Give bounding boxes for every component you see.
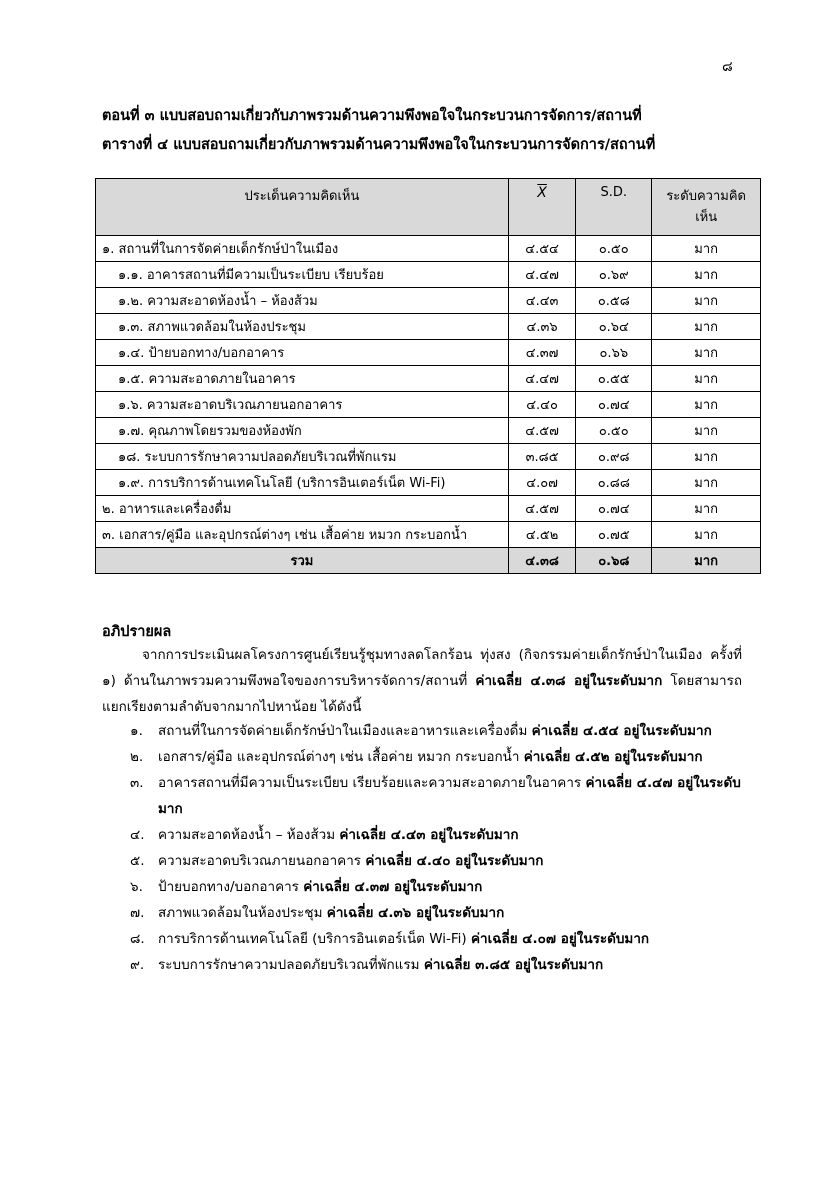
list-bold: ค่าเฉลี่ย ๔.๔๐ อยู่ในระดับมาก: [365, 853, 544, 869]
satisfaction-table: [95, 178, 761, 574]
header-level: ระดับความคิดเห็น: [652, 179, 761, 236]
total-mean: ๔.๓๘: [508, 548, 575, 574]
row-sd: ๐.๕๐: [576, 236, 652, 262]
row-mean: ๔.๕๔: [508, 236, 575, 262]
row-level: มาก: [652, 340, 761, 366]
row-item: ๑๘. ระบบการรักษาความปลอดภัยบริเวณที่พักแรม: [96, 444, 509, 470]
discussion-paragraph: [102, 642, 742, 720]
header-mean: [508, 179, 575, 236]
list-text: ระบบการรักษาความปลอดภัยบริเวณที่พักแรม: [158, 957, 420, 973]
row-level: มาก: [652, 288, 761, 314]
table-row: [96, 496, 761, 522]
table-row: [96, 314, 761, 340]
row-mean: ๔.๔๓: [508, 288, 575, 314]
table-row: [96, 288, 761, 314]
row-sd: ๐.๗๔: [576, 496, 652, 522]
table-row: [96, 470, 761, 496]
list-text: ป้ายบอกทาง/บอกอาคาร: [158, 879, 299, 895]
table-caption: ตารางที่ ๔ แบบสอบถามเกี่ยวกับภาพรวมด้านความพึงพอใจในกระบวนการจัดการ/สถานที่: [102, 137, 656, 153]
row-mean: ๓.๘๕: [508, 444, 575, 470]
row-item: ๓. เอกสาร/คู่มือ และอุปกรณ์ต่างๆ เช่น เสื้อค่าย หมวก กระบอกน้ำ: [96, 522, 509, 548]
table-row: [96, 366, 761, 392]
row-sd: ๐.๖๔: [576, 314, 652, 340]
row-mean: ๔.๓๗: [508, 340, 575, 366]
list-text: สถานที่ในการจัดค่ายเด็กรักษ์ป่าในเมืองและอาหารและเครื่องดื่ม: [158, 723, 528, 739]
row-level: มาก: [652, 470, 761, 496]
table-row: [96, 392, 761, 418]
list-number: ๕.: [130, 853, 145, 869]
list-bold: ค่าเฉลี่ย ๔.๓๖ อยู่ในระดับมาก: [326, 905, 505, 921]
list-text: เอกสาร/คู่มือ และอุปกรณ์ต่างๆ เช่น เสื้อค่าย หมวก กระบอกน้ำ: [158, 749, 520, 765]
table-row: [96, 340, 761, 366]
table-row: [96, 236, 761, 262]
row-mean: ๔.๕๗: [508, 496, 575, 522]
table-row: [96, 262, 761, 288]
list-bold: ค่าเฉลี่ย ๔.๓๗ อยู่ในระดับมาก: [303, 879, 483, 895]
discussion-heading: อภิปรายผล: [102, 624, 172, 640]
list-item: [130, 874, 742, 900]
row-item: ๑.๕. ความสะอาดภายในอาคาร: [96, 366, 509, 392]
list-number: ๑.: [130, 723, 143, 739]
row-level: มาก: [652, 444, 761, 470]
mean-symbol: $\overline{X}$: [537, 185, 547, 201]
page-number: ๘: [722, 59, 733, 75]
row-item: ๑.๔. ป้ายบอกทาง/บอกอาคาร: [96, 340, 509, 366]
list-text: ความสะอาดห้องน้ำ – ห้องส้วม: [158, 827, 336, 843]
header-item: ประเด็นความคิดเห็น: [96, 179, 509, 236]
row-item: ๑.๙. การบริการด้านเทคโนโลยี (บริการอินเตอร์เน็ต Wi-Fi): [96, 470, 509, 496]
row-item: ๑.๓. สภาพแวดล้อมในห้องประชุม: [96, 314, 509, 340]
row-mean: ๔.๐๗: [508, 470, 575, 496]
list-text: สภาพแวดล้อมในห้องประชุม: [158, 905, 323, 921]
row-sd: ๐.๖๖: [576, 340, 652, 366]
row-level: มาก: [652, 236, 761, 262]
row-level: มาก: [652, 496, 761, 522]
header-sd: S.D.: [576, 179, 652, 236]
row-item: ๑.๒. ความสะอาดห้องน้ำ – ห้องส้วม: [96, 288, 509, 314]
list-bold: ค่าเฉลี่ย ๔.๐๗ อยู่ในระดับมาก: [471, 931, 650, 947]
row-level: มาก: [652, 262, 761, 288]
list-number: ๙.: [130, 957, 145, 973]
section-heading: ตอนที่ ๓ แบบสอบถามเกี่ยวกับภาพรวมด้านความพึงพอใจในกระบวนการจัดการ/สถานที่: [102, 108, 642, 124]
paragraph-text: จากการประเมินผลโครงการศูนย์เรียนรู้ชุมทางลดโลกร้อน ทุ่งสง (กิจกรรมค่ายเด็กรักษ์ป่าในเมือง ครั้งที่ ๑) ด้านในภาพรวมความพึงพอใจของการบริหารจัดการ/สถานที่: [102, 647, 742, 689]
row-sd: ๐.๕๐: [576, 418, 652, 444]
list-text: ความสะอาดบริเวณภายนอกอาคาร: [158, 853, 362, 869]
list-item: [130, 848, 742, 874]
paragraph-end: โดยสามารถแยกเรียงตามลำดับจากมากไปหาน้อย ได้ดังนี้: [102, 673, 743, 715]
row-sd: ๐.๖๙: [576, 262, 652, 288]
ranking-list: [130, 718, 742, 978]
row-mean: ๔.๔๗: [508, 262, 575, 288]
list-item: [130, 770, 742, 822]
list-bold: ค่าเฉลี่ย ๔.๔๗ อยู่ในระดับมาก: [158, 775, 741, 817]
total-sd: ๐.๖๘: [576, 548, 652, 574]
row-mean: ๔.๓๖: [508, 314, 575, 340]
table-total-row: [96, 548, 761, 574]
list-text: การบริการด้านเทคโนโลยี (บริการอินเตอร์เน็ต Wi-Fi): [158, 931, 467, 947]
table-header-row: [96, 179, 761, 236]
row-level: มาก: [652, 522, 761, 548]
paragraph-bold: ค่าเฉลี่ย ๔.๓๘ อยู่ในระดับมาก: [475, 673, 663, 689]
list-bold: ค่าเฉลี่ย ๔.๕๔ อยู่ในระดับมาก: [531, 723, 712, 739]
total-level: มาก: [652, 548, 761, 574]
list-bold: ค่าเฉลี่ย ๔.๕๒ อยู่ในระดับมาก: [523, 749, 703, 765]
list-number: ๒.: [130, 749, 144, 765]
total-label: รวม: [96, 548, 509, 574]
row-sd: ๐.๗๕: [576, 522, 652, 548]
row-mean: ๔.๔๗: [508, 366, 575, 392]
list-number: ๓.: [130, 775, 144, 791]
row-sd: ๐.๘๘: [576, 470, 652, 496]
row-mean: ๔.๔๐: [508, 392, 575, 418]
row-mean: ๔.๕๗: [508, 418, 575, 444]
list-number: ๗.: [130, 905, 145, 921]
list-number: ๘.: [130, 931, 145, 947]
row-sd: ๐.๕๕: [576, 366, 652, 392]
list-number: ๖.: [130, 879, 143, 895]
row-mean: ๔.๕๒: [508, 522, 575, 548]
list-bold: ค่าเฉลี่ย ๔.๔๓ อยู่ในระดับมาก: [339, 827, 519, 843]
row-item: ๑.๑. อาคารสถานที่มีความเป็นระเบียบ เรียบร้อย: [96, 262, 509, 288]
list-item: [130, 718, 742, 744]
row-level: มาก: [652, 418, 761, 444]
row-level: มาก: [652, 392, 761, 418]
list-text: อาคารสถานที่มีความเป็นระเบียบ เรียบร้อยและความสะอาดภายในอาคาร: [158, 775, 582, 791]
table-row: [96, 444, 761, 470]
row-sd: ๐.๙๘: [576, 444, 652, 470]
row-sd: ๐.๗๔: [576, 392, 652, 418]
row-item: ๒. อาหารและเครื่องดื่ม: [96, 496, 509, 522]
row-level: มาก: [652, 366, 761, 392]
row-item: ๑. สถานที่ในการจัดค่ายเด็กรักษ์ป่าในเมือง: [96, 236, 509, 262]
row-level: มาก: [652, 314, 761, 340]
list-bold: ค่าเฉลี่ย ๓.๘๕ อยู่ในระดับมาก: [423, 957, 604, 973]
row-sd: ๐.๕๘: [576, 288, 652, 314]
row-item: ๑.๗. คุณภาพโดยรวมของห้องพัก: [96, 418, 509, 444]
list-item: [130, 744, 742, 770]
table-row: [96, 418, 761, 444]
row-item: ๑.๖. ความสะอาดบริเวณภายนอกอาคาร: [96, 392, 509, 418]
list-item: [130, 926, 742, 952]
list-item: [130, 952, 742, 978]
table-row: [96, 522, 761, 548]
list-item: [130, 822, 742, 848]
list-number: ๔.: [130, 827, 145, 843]
list-item: [130, 900, 742, 926]
